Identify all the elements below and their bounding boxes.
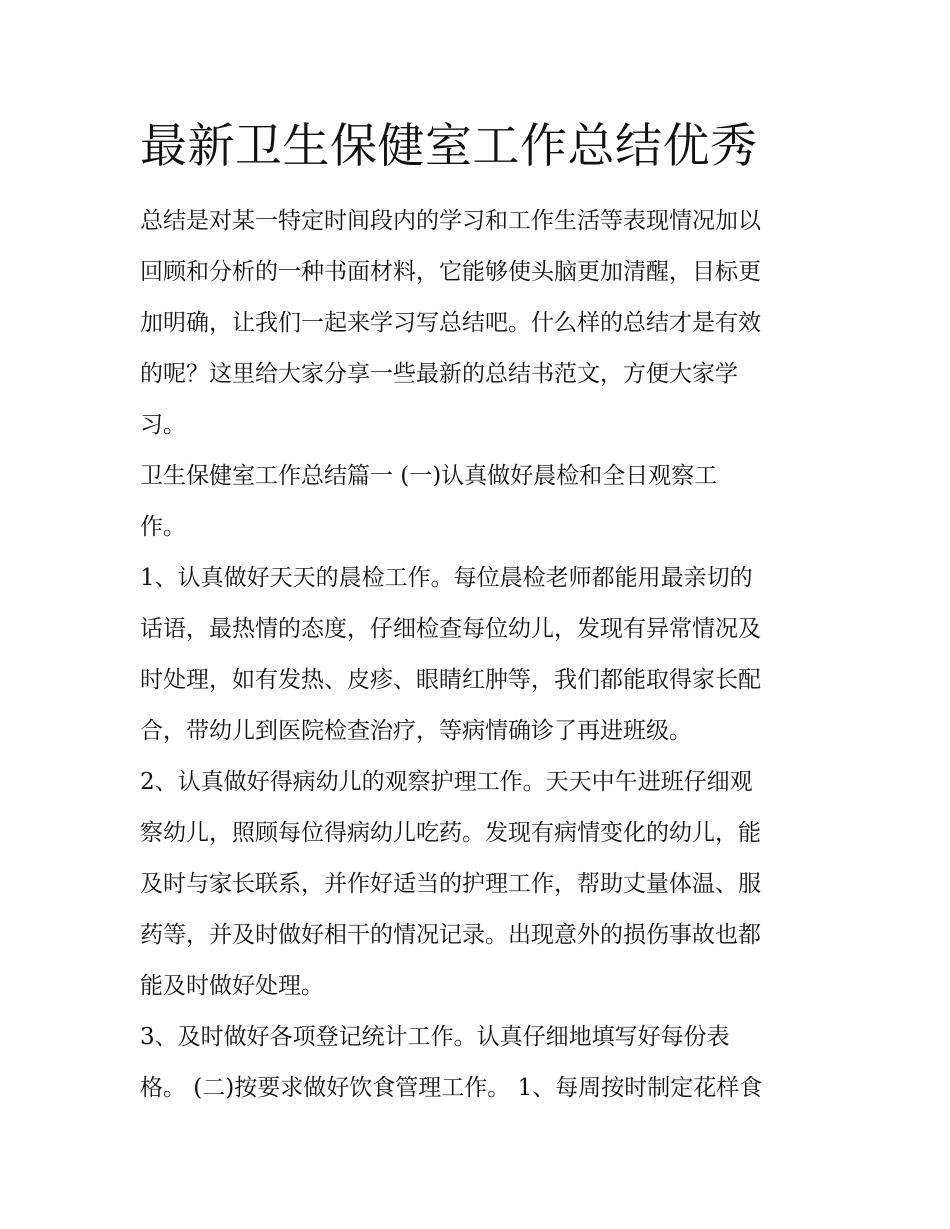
- body-line: 的呢？这里给大家分享一些最新的总结书范文，方便大家学: [140, 361, 738, 387]
- body-line: 药等，并及时做好相干的情况记录。出现意外的损伤事故也都: [140, 922, 761, 948]
- body-line: 及时与家长联系，并作好适当的护理工作，帮助丈量体温、服: [140, 871, 761, 897]
- body-line: 习。: [140, 412, 186, 438]
- body-line: 格。 (二)按要求做好饮食管理工作。 1、每周按时制定花样食: [140, 1075, 763, 1101]
- body-line: 1、认真做好天天的晨检工作。每位晨检老师都能用最亲切的: [140, 565, 753, 591]
- body-line: 时处理，如有发热、皮疹、眼睛红肿等，我们都能取得家长配: [140, 667, 761, 693]
- body-line: 回顾和分析的一种书面材料，它能够使头脑更加清醒，目标更: [140, 259, 761, 285]
- body-line: 作。: [140, 514, 186, 540]
- document-body: [140, 196, 820, 1114]
- body-line: 3、及时做好各项登记统计工作。认真仔细地填写好每份表: [140, 1024, 730, 1050]
- body-line: 加明确，让我们一起来学习写总结吧。什么样的总结才是有效: [140, 310, 761, 336]
- body-line: 总结是对某一特定时间段内的学习和工作生活等表现情况加以: [140, 208, 761, 234]
- body-line: 合，带幼儿到医院检查治疗，等病情确诊了再进班级。: [140, 718, 692, 744]
- document-title: 最新卫生保健室工作总结优秀: [140, 119, 758, 174]
- body-line: 话语，最热情的态度，仔细检查每位幼儿，发现有异常情况及: [140, 616, 761, 642]
- body-line: 卫生保健室工作总结篇一 (一)认真做好晨检和全日观察工: [140, 463, 718, 489]
- body-line: 察幼儿，照顾每位得病幼儿吃药。发现有病情变化的幼儿，能: [140, 820, 761, 846]
- body-line: 2、认真做好得病幼儿的观察护理工作。天天中午进班仔细观: [140, 769, 753, 795]
- body-line: 能及时做好处理。: [140, 973, 324, 999]
